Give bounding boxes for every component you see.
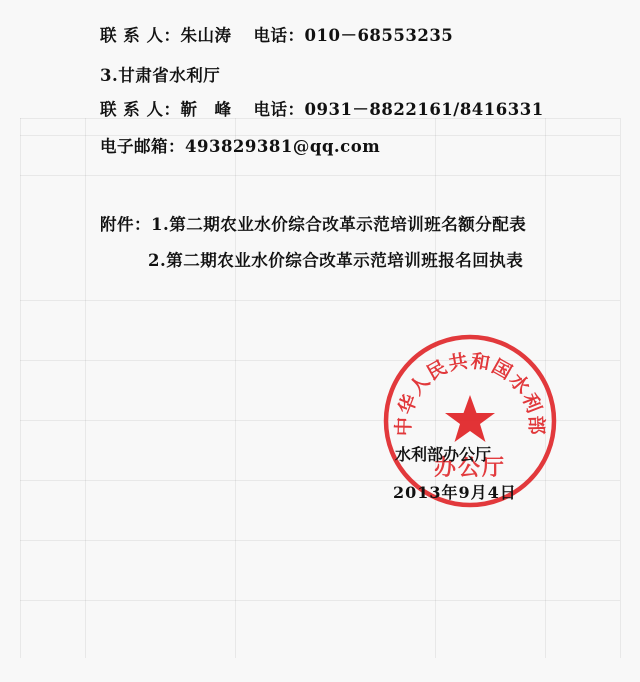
seal-ring-text: 中华人民共和国水利部 [392, 350, 548, 437]
contact-phone-label: 电话： [253, 100, 305, 119]
attachment-line-1 [100, 211, 526, 235]
contact-person-name: 朱山涛 [180, 26, 232, 45]
issuing-office: 水利部办公厅 [395, 445, 492, 464]
org-heading: 3.甘肃省水利厅 [100, 66, 221, 85]
email-line [100, 133, 380, 157]
seal-inner-text: 办公厅 [433, 456, 507, 481]
email-address[interactable]: 493829381@qq.com [185, 137, 381, 156]
attachments-label: 附件： [100, 215, 151, 234]
email-label: 电子邮箱： [100, 137, 185, 156]
issue-date: 2013年9月4日 [393, 483, 517, 502]
contact-person-label: 联 系 人： [100, 100, 181, 119]
contact-line-2 [100, 96, 544, 120]
contact-person-label: 联 系 人： [100, 26, 181, 45]
contact-person-name: 靳 峰 [180, 100, 232, 119]
contact-phone: 0931－8822161/8416331 [304, 100, 544, 119]
attachment-item: 1.第二期农业水价综合改革示范培训班名额分配表 [151, 215, 527, 234]
star-icon [445, 395, 495, 442]
contact-line-1 [100, 22, 453, 46]
contact-phone: 010－68553235 [304, 26, 454, 45]
attachment-item: 2.第二期农业水价综合改革示范培训班报名回执表 [148, 251, 524, 270]
attachment-line-2 [148, 247, 523, 271]
contact-phone-label: 电话： [253, 26, 305, 45]
